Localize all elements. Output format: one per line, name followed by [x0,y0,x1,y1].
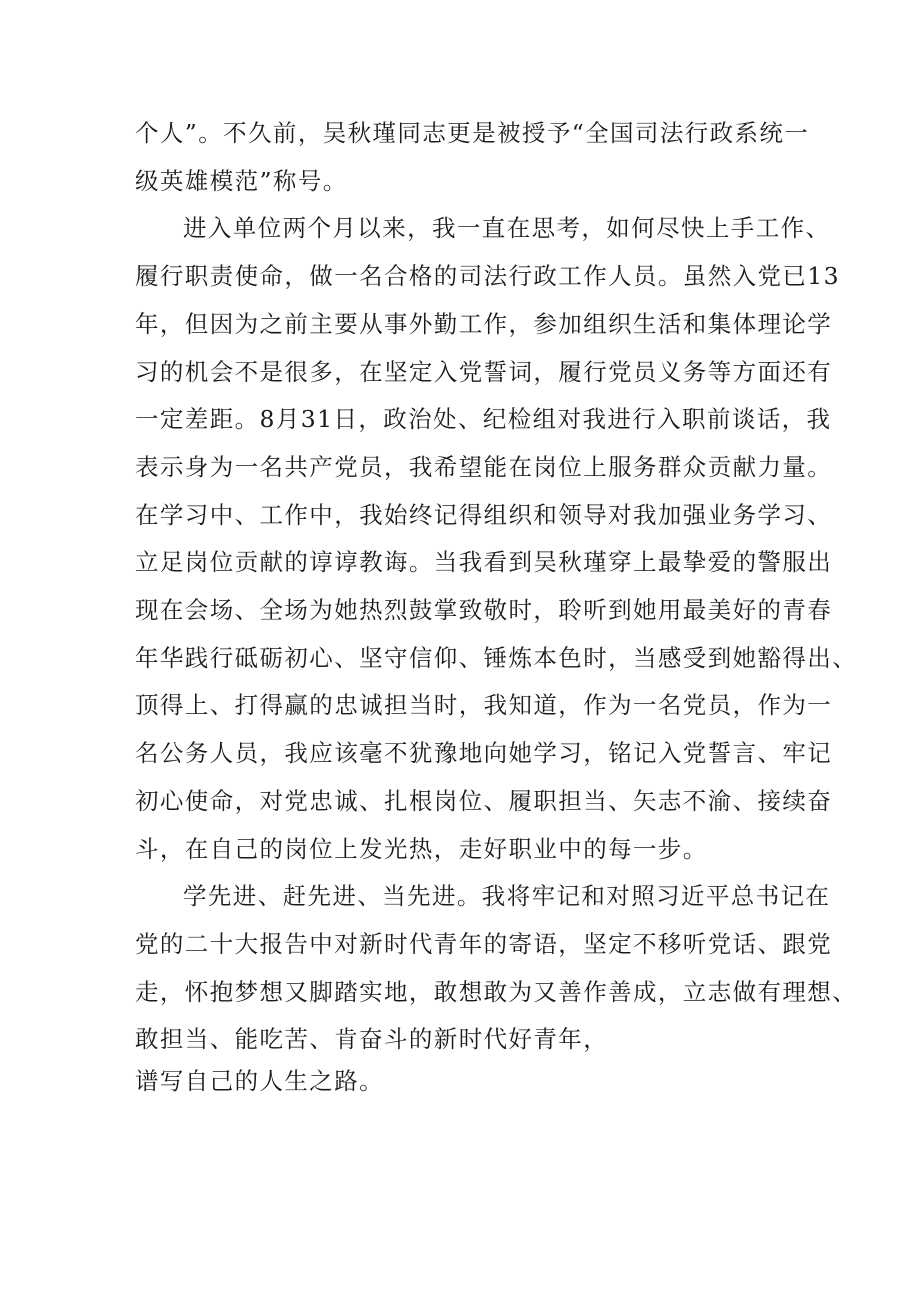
text-line: 走，怀抱梦想又脚踏实地，敢想敢为又善作善成，立志做有理想、 [135,977,858,1006]
text-line: 现在会场、全场为她热烈鼓掌致敬时，聆听到她用最美好的青春 [135,596,833,625]
text-line: 表示身为一名共产党员，我希望能在岗位上服务群众贡献力量。 [135,452,833,481]
paragraph-3 [135,873,858,1098]
text-line: 年，但因为之前主要从事外勤工作，参加组织生活和集体理论学 [135,309,833,338]
text-line: 个人”。不久前，吴秋瑾同志更是被授予“全国司法行政系统一 [135,119,810,147]
text-line: 名公务人员，我应该毫不犹豫地向她学习，铭记入党誓言、牢记 [135,739,833,768]
text-line: 履行职责使命，做一名合格的司法行政工作人员。虽然入党已13 [135,262,841,291]
text-line: 学先进、赶先进、当先进。我将牢记和对照习近平总书记在 [183,882,831,911]
text-line: 斗，在自己的岗位上发光热，走好职业中的每一步。 [135,834,708,863]
text-line: 谱写自己的人生之路。 [135,1067,384,1096]
text-line: 一定差距。8月31日，政治处、纪检组对我进行入职前谈话，我 [135,405,832,434]
text-line: 习的机会不是很多，在坚定入党誓词，履行党员义务等方面还有 [135,357,833,386]
paragraph-1 [135,110,810,205]
text-line: 顶得上、打得赢的忠诚担当时，我知道，作为一名党员，作为一 [135,691,833,720]
text-line: 初心使命，对党忠诚、扎根岗位、履职担当、矢志不渝、接续奋 [135,786,833,815]
text-line: 党的二十大报告中对新时代青年的寄语，坚定不移听党话、跟党 [135,929,833,958]
body-text [135,110,858,1098]
text-line: 级英雄模范”称号。 [135,166,348,195]
text-line: 年华践行砥砺初心、坚守信仰、锤炼本色时，当感受到她豁得出、 [135,643,858,672]
text-line: 进入单位两个月以来，我一直在思考，如何尽快上手工作、 [183,214,831,243]
text-line: 立足岗位贡献的谆谆教诲。当我看到吴秋瑾穿上最挚爱的警服出 [135,548,833,577]
paragraph-2 [135,205,858,873]
text-line: 在学习中、工作中，我始终记得组织和领导对我加强业务学习、 [135,500,833,529]
text-line: 敢担当、能吃苦、肯奋斗的新时代好青年， [135,1025,609,1054]
